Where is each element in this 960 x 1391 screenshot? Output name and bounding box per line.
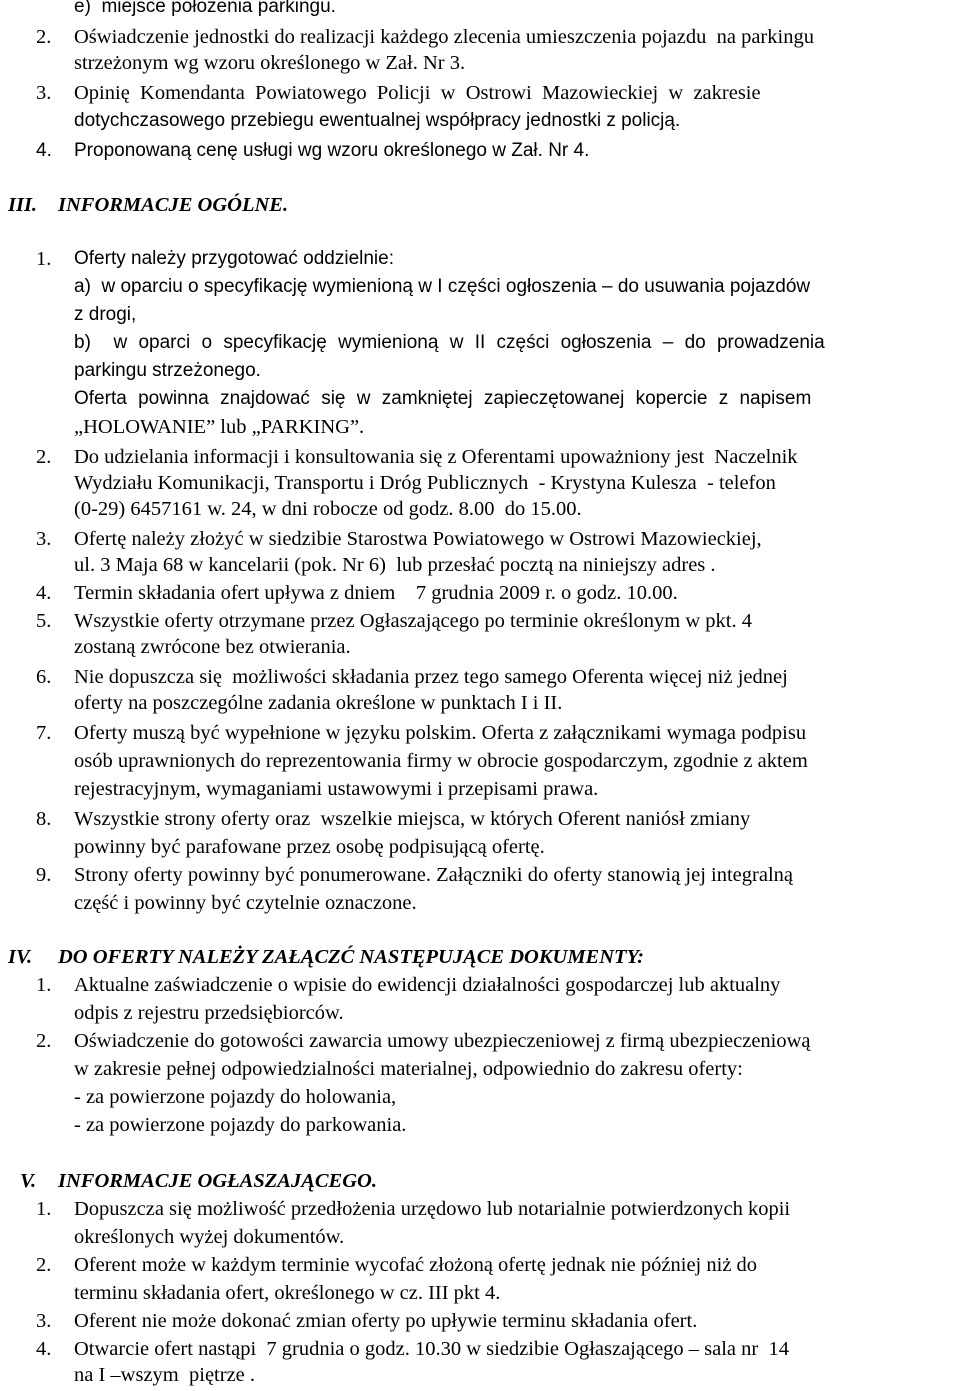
paragraph-line: rejestracyjnym, wymaganiami ustawowymi i przepisami prawa.	[74, 778, 599, 800]
item-number: 8.	[36, 808, 52, 830]
paragraph-line: Proponowaną cenę usługi wg wzoru określonego w Zał. Nr 4.	[74, 140, 590, 161]
paragraph-line: zostaną zwrócone bez otwierania.	[74, 636, 351, 658]
section-number: V.	[20, 1170, 37, 1192]
section-number: III.	[8, 194, 38, 216]
paragraph-line: część i powinny być czytelnie oznaczone.	[74, 892, 417, 914]
paragraph-line: Wszystkie strony oferty oraz wszelkie miejsca, w których Oferent naniósł zmiany	[74, 808, 751, 830]
item-number: 7.	[36, 722, 52, 744]
paragraph-line: w zakresie pełnej odpowiedzialności materialnej, odpowiednio do zakresu oferty:	[74, 1058, 743, 1080]
paragraph-line: Ofertę należy złożyć w siedzibie Starostwa Powiatowego w Ostrowi Mazowieckiej,	[74, 528, 762, 550]
paragraph-line: Dopuszcza się możliwość przedłożenia urzędowo lub notarialnie potwierdzonych kopii	[74, 1198, 791, 1220]
paragraph-line: (0-29) 6457161 w. 24, w dni robocze od godz. 8.00 do 15.00.	[74, 498, 582, 520]
paragraph-line: Oświadczenie do gotowości zawarcia umowy ubezpieczeniowej z firmą ubezpieczeniową	[74, 1030, 811, 1052]
paragraph-line: na I –wszym piętrze .	[74, 1364, 256, 1386]
item-number: 1.	[36, 248, 52, 270]
paragraph-line: oferty na poszczególne zadania określone w punktach I i II.	[74, 692, 563, 714]
paragraph-line: Otwarcie ofert nastąpi 7 grudnia o godz. 10.30 w siedzibie Ogłaszającego – sala nr 14	[74, 1338, 789, 1360]
section-number: IV.	[8, 946, 33, 968]
list-item-e: e) miejsce położenia parkingu.	[74, 0, 336, 17]
item-number: 4.	[36, 582, 52, 604]
item-number: 2.	[36, 26, 52, 48]
item-number: 1.	[36, 1198, 52, 1220]
paragraph-line: Strony oferty powinny być ponumerowane. Załączniki do oferty stanowią jej integralną	[74, 864, 793, 886]
section-title: INFORMACJE OGŁASZAJĄCEGO.	[58, 1170, 377, 1192]
item-number: 3.	[36, 528, 52, 550]
item-number: 2.	[36, 446, 52, 468]
paragraph-line: Oferta powinna znajdować się w zamkniętej zapieczętowanej kopercie z napisem	[74, 388, 812, 409]
paragraph-line: Opinię Komendanta Powiatowego Policji w Ostrowi Mazowieckiej w zakresie	[74, 82, 761, 104]
item-number: 3.	[36, 82, 52, 104]
item-number: 1.	[36, 974, 52, 996]
paragraph-line: Aktualne zaświadczenie o wpisie do ewidencji działalności gospodarczej lub aktualny	[74, 974, 781, 996]
paragraph-line: Termin składania ofert upływa z dniem 7 grudnia 2009 r. o godz. 10.00.	[74, 582, 678, 604]
paragraph-line: powinny być parafowane przez osobę podpisującą ofertę.	[74, 836, 545, 858]
paragraph-line: Wszystkie oferty otrzymane przez Ogłaszającego po terminie określonym w pkt. 4	[74, 610, 752, 632]
paragraph-line: Oferent nie może dokonać zmian oferty po upływie terminu składania ofert.	[74, 1310, 698, 1332]
paragraph-line: z drogi,	[74, 304, 137, 325]
paragraph-line: - za powierzone pojazdy do holowania,	[74, 1086, 397, 1108]
paragraph-line: Oświadczenie jednostki do realizacji każdego zlecenia umieszczenia pojazdu na parkingu	[74, 26, 814, 48]
item-number: 9.	[36, 864, 52, 886]
item-number: 3.	[36, 1310, 52, 1332]
paragraph-line: terminu składania ofert, określonego w cz. III pkt 4.	[74, 1282, 501, 1304]
paragraph-line: Oferent może w każdym terminie wycofać złożoną ofertę jednak nie później niż do	[74, 1254, 758, 1276]
paragraph-line: dotychczasowego przebiegu ewentualnej współpracy jednostki z policją.	[74, 110, 681, 131]
paragraph-line: odpis z rejestru przedsiębiorców.	[74, 1002, 344, 1024]
section-title: INFORMACJE OGÓLNE.	[58, 194, 289, 216]
item-number: 6.	[36, 666, 52, 688]
paragraph-line: strzeżonym wg wzoru określonego w Zał. Nr 3.	[74, 52, 466, 74]
paragraph-line: określonych wyżej dokumentów.	[74, 1226, 345, 1248]
paragraph-line: Oferty muszą być wypełnione w języku polskim. Oferta z załącznikami wymaga podpisu	[74, 722, 807, 744]
paragraph-line: „HOLOWANIE” lub „PARKING”.	[74, 416, 365, 438]
item-number: 4.	[36, 140, 52, 161]
paragraph-line: a) w oparciu o specyfikację wymienioną w I części ogłoszenia – do usuwania pojazdów	[74, 276, 811, 297]
item-number: 2.	[36, 1254, 52, 1276]
paragraph-line: ul. 3 Maja 68 w kancelarii (pok. Nr 6) lub przesłać pocztą na niniejszy adres .	[74, 554, 716, 576]
paragraph-line: osób uprawnionych do reprezentowania firmy w obrocie gospodarczym, zgodnie z aktem	[74, 750, 808, 772]
item-number: 4.	[36, 1338, 52, 1360]
paragraph-line: Nie dopuszcza się możliwości składania przez tego samego Oferenta więcej niż jednej	[74, 666, 788, 688]
paragraph-line: - za powierzone pojazdy do parkowania.	[74, 1114, 407, 1136]
section-title: DO OFERTY NALEŻY ZAŁĄCZĆ NASTĘPUJĄCE DOKUMENTY:	[58, 946, 645, 968]
paragraph-line: Wydziału Komunikacji, Transportu i Dróg Publicznych - Krystyna Kulesza - telefon	[74, 472, 776, 494]
paragraph-line: Oferty należy przygotować oddzielnie:	[74, 248, 394, 269]
item-number: 5.	[36, 610, 52, 632]
item-number: 2.	[36, 1030, 52, 1052]
paragraph-line: Do udzielania informacji i konsultowania się z Oferentami upoważniony jest Naczelnik	[74, 446, 798, 468]
paragraph-line: b) w oparci o specyfikację wymienioną w II części ogłoszenia – do prowadzenia	[74, 332, 825, 353]
paragraph-line: parkingu strzeżonego.	[74, 360, 261, 381]
